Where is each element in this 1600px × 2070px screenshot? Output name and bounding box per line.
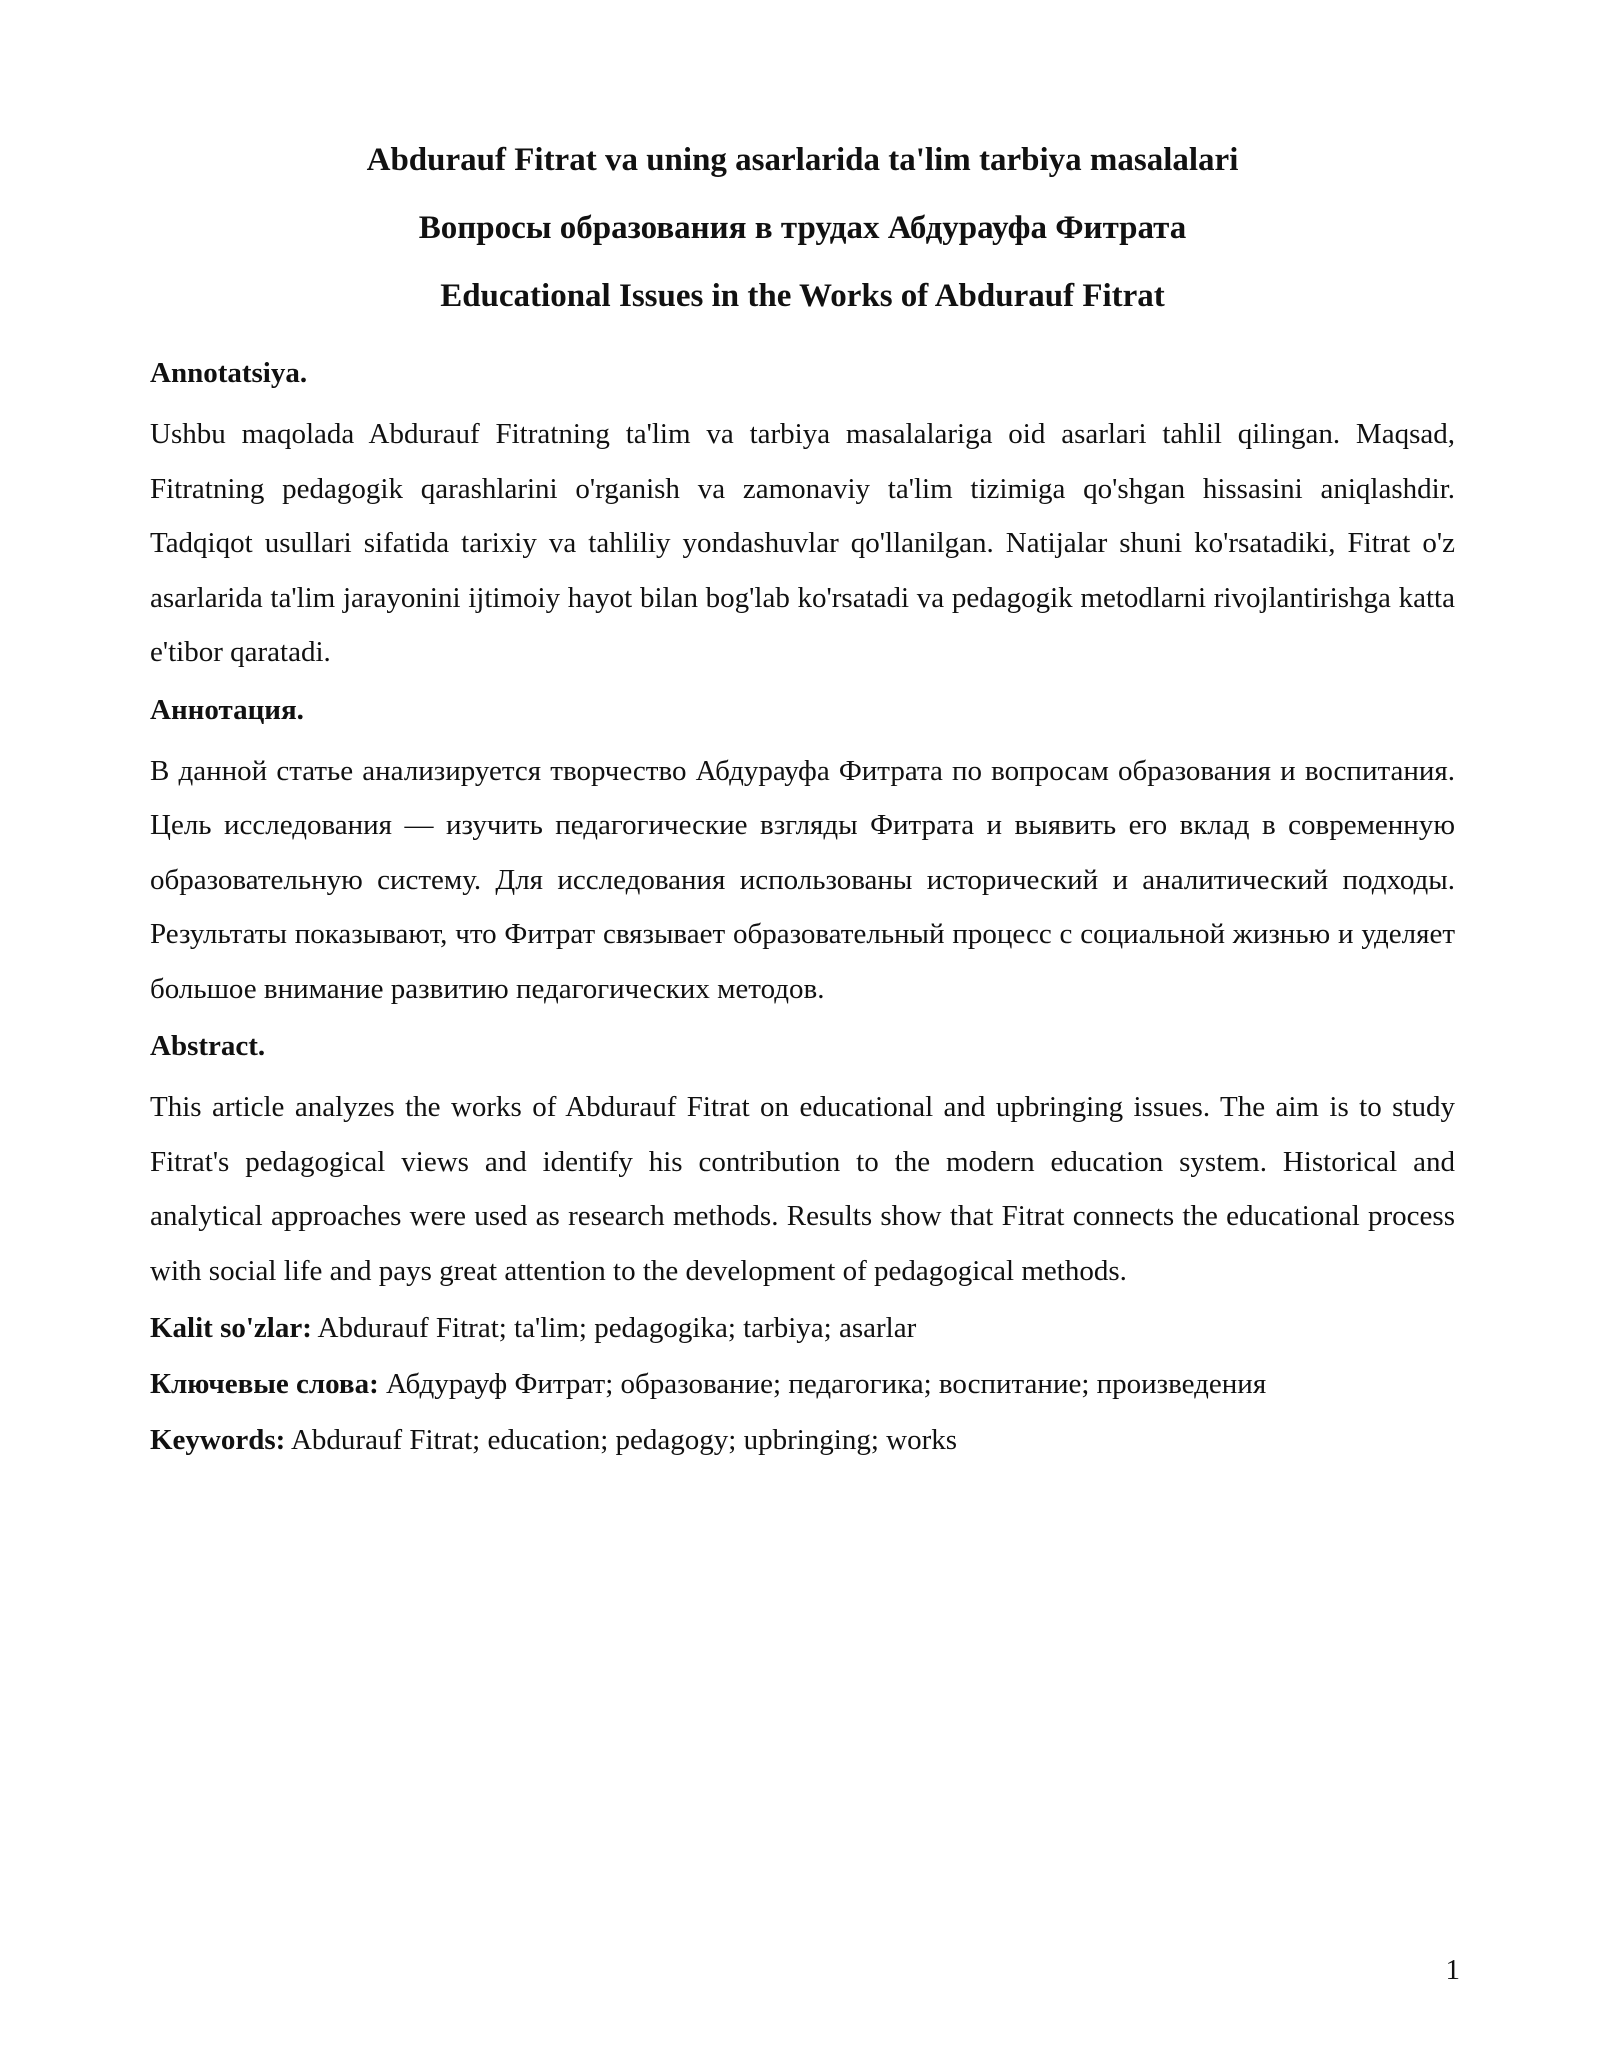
title-block [150, 140, 1455, 344]
keywords-ru [150, 1364, 1455, 1404]
title-russian: Вопросы образования в трудах Абдурауфа Фитрата [418, 210, 1187, 246]
title-english: Educational Issues in the Works of Abdurauf Fitrat [440, 278, 1165, 314]
page-number: 1 [1445, 1954, 1460, 1986]
keywords-uz-label: Kalit so'zlar: [150, 1312, 312, 1344]
annotation-ru-heading: Аннотация. [150, 693, 304, 726]
title-uzbek: Abdurauf Fitrat va uning asarlarida ta'lim tarbiya masalalari [366, 142, 1239, 178]
keywords-en [150, 1420, 1455, 1460]
keywords-en-value: Abdurauf Fitrat; education; pedagogy; upbringing; works [285, 1424, 958, 1456]
annotation-uz-heading: Annotatsiya. [150, 357, 308, 389]
abstract-en-text: This article analyzes the works of Abdurauf Fitrat on educational and upbringing issues. The aim is to study Fitrat's pedagogical views and identify his contribution to the modern education system. Historical and analytical approaches were used as research methods. Results show that Fitrat connects the educational process with social life and pays great attention to the development of pedagogical methods. [150, 1091, 1455, 1287]
abstract-content [150, 353, 1455, 1476]
annotation-ru-text: В данной статье анализируется творчество Абдурауфа Фитрата по вопросам образования и воспитания. Цель исследования — изучить педагогические взгляды Фитрата и выявить его вклад в современную образовательную систему. Для исследования использованы исторический и аналитический подходы. Результаты показывают, что Фитрат связывает образовательный процесс с социальной жизнью и уделяет большое внимание развитию педагогических методов. [150, 754, 1455, 1005]
keywords-ru-label: Ключевые слова: [150, 1368, 379, 1400]
keywords-ru-value: Абдурауф Фитрат; образование; педагогика; воспитание; произведения [378, 1368, 1267, 1400]
keywords-uz [150, 1308, 1455, 1348]
annotation-uz-text: Ushbu maqolada Abdurauf Fitratning ta'lim va tarbiya masalalariga oid asarlari tahlil qilingan. Maqsad, Fitratning pedagogik qarashlarini o'rganish va zamonaviy ta'lim tizimiga qo'shgan hissasini aniqlashdir. Tadqiqot usullari sifatida tarixiy va tahliliy yondashuvlar qo'llanilgan. Natijalar shuni ko'rsatadiki, Fitrat o'z asarlarida ta'lim jarayonini ijtimoiy hayot bilan bog'lab ko'rsatadi va pedagogik metodlarni rivojlantirishga katta e'tibor qaratadi. [150, 418, 1455, 668]
keywords-uz-value: Abdurauf Fitrat; ta'lim; pedagogika; tarbiya; asarlar [311, 1312, 917, 1344]
abstract-en-heading: Abstract. [150, 1030, 266, 1062]
keywords-en-label: Keywords: [150, 1424, 286, 1456]
